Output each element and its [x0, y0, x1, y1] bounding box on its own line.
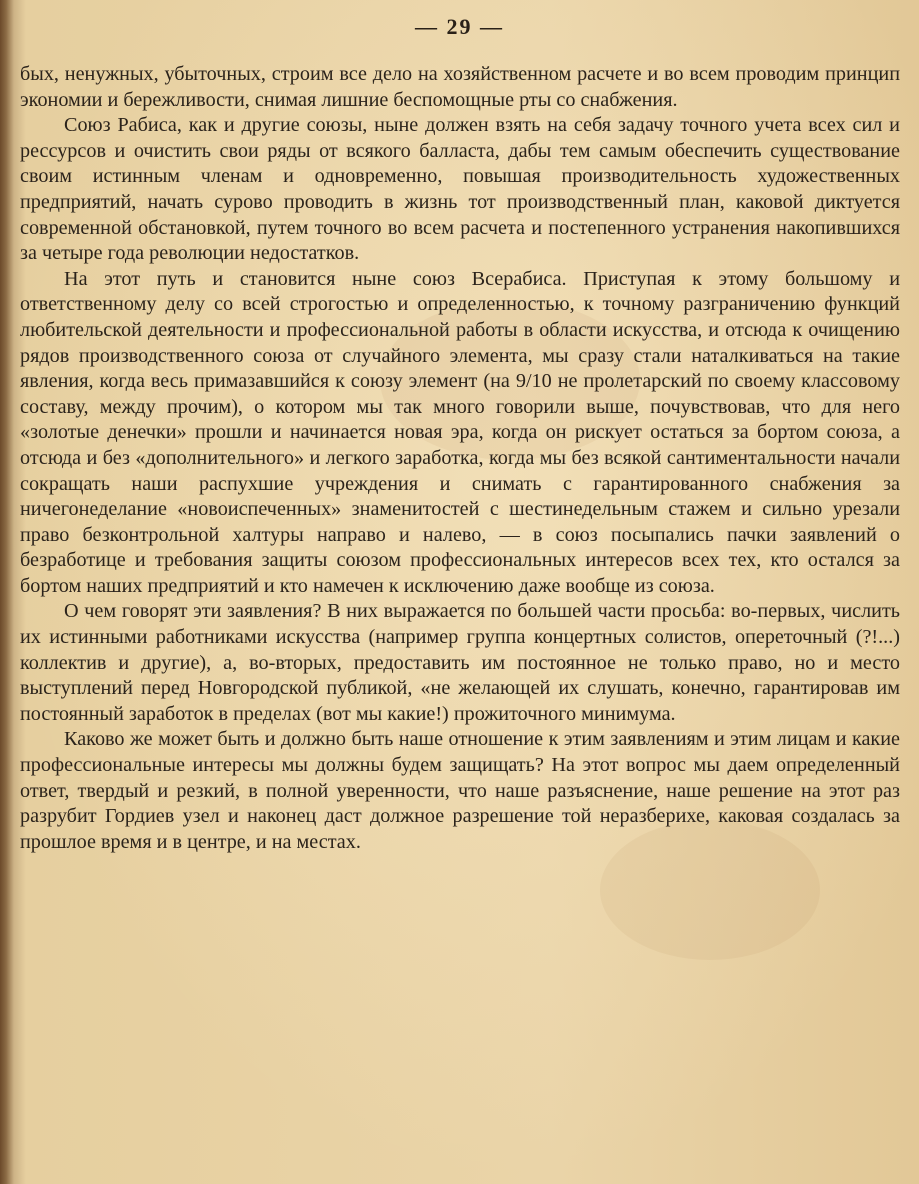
paragraph-3: На этот путь и становится ныне союз Всерабиса. Приступая к этому большому и ответственному делу со всей строгостью и определенностью, к точному разграничению функций любительской деятельности и профессиональной работы в области искусства, и отсюда к очищению рядов производственного союза от случайного элемента, мы сразу стали наталкиваться на такие явления, когда весь примазавшийся к союзу элемент (на 9/10 не пролетарский по своему классовому составу, между прочим), о котором мы так много говорили выше, почувствовав, что для него «золотые денечки» прошли и начинается новая эра, когда он рискует остаться за бортом союза, а отсюда и без «дополнительного» и легкого заработка, когда мы без всякой сантиментальности начали сокращать наши распухшие учреждения и снимать с гарантированного снабжения за ничегонеделание «новоиспеченных» знаменитостей с шестинедельным стажем и сильно урезали право безконтрольной халтуры направо и налево, — в союз посыпались пачки заявлений о безработице и требования защиты союзом профессиональных интересов всех тех, кто остался за бортом наших предприятий и кто намечен к исключению даже вообще из союза. — [20, 267, 900, 597]
text-body — [20, 62, 900, 855]
page-number: — 29 — — [415, 14, 504, 39]
paragraph-1: бых, ненужных, убыточных, строим все дело на хозяйственном расчете и во всем проводим принцип экономии и бережливости, снимая лишние беспомощные рты со снабжения. — [20, 63, 900, 111]
paragraph-5: Каково же может быть и должно быть наше отношение к этим заявлениям и этим лицам и какие профессиональные интересы мы должны будем защищать? На этот вопрос мы даем определенный ответ, твердый и резкий, в полной уверенности, что наше разъяснение, наше решение на этот раз разрубит Гордиев узел и наконец даст должное разрешение той неразберихе, каковая создалась за прошлое время и в центре, и на местах. — [20, 728, 900, 853]
paragraph-4: О чем говорят эти заявления? В них выражается по большей части просьба: во-первых, числить их истинными работниками искусства (например группа концертных солистов, опереточный (?!...) коллектив и другие), а, во-вторых, предоставить им постоянное не только право, но и место выступлений перед Новгородской публикой, «не желающей их слушать, конечно, гарантировав им постоянный заработок в пределах (вот мы какие!) прожиточного минимума. — [20, 600, 900, 725]
paragraph-2: Союз Рабиса, как и другие союзы, ныне должен взять на себя задачу точного учета всех сил и рессурсов и очистить свои ряды от всякого балласта, дабы тем самым обеспечить существование своим истинным членам и одновременно, повышая производительность художественных предприятий, начать сурово проводить в жизнь тот производственный план, каковой диктуется современной обстановкой, путем точного во всем расчета и постепенного устранения накопившихся за четыре года революции недостатков. — [20, 114, 900, 265]
